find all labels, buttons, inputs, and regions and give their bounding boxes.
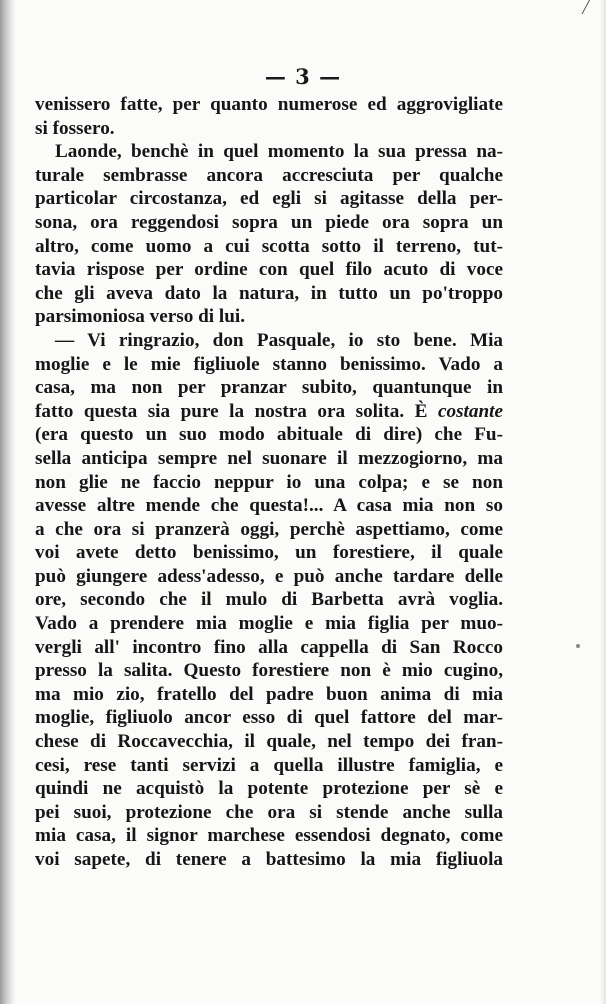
text-line: moglie, figliuolo ancor esso di quel fattore del mar- — [35, 707, 503, 729]
ink-speck — [576, 644, 580, 648]
text-line: voi sapete, di tenere a battesimo la mia figliuola — [35, 849, 503, 870]
text-line: vergli all' incontro fino alla cappella di San Rocco — [35, 636, 503, 658]
text-line: ore, secondo che il mulo di Barbetta avrà voglia. — [35, 589, 503, 611]
text-line: moglie e le mie figliuole stanno benissimo. Vado a — [35, 353, 503, 375]
text-line: casa, ma non per pranzar subito, quantunque in — [35, 377, 503, 399]
text-line: non glie ne faccio neppur io una colpa; e se non — [35, 471, 503, 493]
text-line: Vado a prendere mia moglie e mia figlia per muo- — [35, 613, 503, 635]
text-line: voi avete detto benissimo, un forestiere, il quale — [35, 542, 503, 564]
text-line: particolar circostanza, ed egli si agitasse della per- — [35, 188, 503, 210]
text-line: sona, ora reggendosi sopra un piede ora sopra un — [35, 211, 503, 233]
text-line: a che ora si pranzerà oggi, perchè aspettiamo, come — [35, 518, 503, 540]
text-line: quindi ne acquistò la potente protezione per sè e — [35, 778, 503, 800]
text-line: avesse altre mende che questa!... A casa mia non so — [35, 495, 503, 517]
page-edge — [600, 0, 606, 1004]
emphasized-word: costante — [437, 400, 503, 422]
text-line: parsimoniosa verso di lui. — [35, 306, 246, 328]
text-line: venissero fatte, per quanto numerose ed aggrovigliate — [35, 94, 503, 115]
text-line: che gli aveva dato la natura, in tutto un po'troppo — [35, 282, 503, 304]
text-line: si fossero. — [35, 117, 115, 139]
page-number: — 3 — — [264, 64, 342, 89]
text-line: pei suoi, protezione che ora si stende anche sulla — [35, 801, 503, 823]
text-line: presso la salita. Questo forestiere non è mio cugino, — [35, 660, 503, 682]
text-line: può giungere adess'adesso, e può anche tardare delle — [35, 565, 503, 587]
text-line: — Vi ringrazio, don Pasquale, io sto bene. Mia — [55, 329, 503, 351]
text-line: ma mio zio, fratello del padre buon anima di mia — [35, 683, 503, 705]
text-line: sella anticipa sempre nel suonare il mezzogiorno, ma — [35, 447, 503, 469]
corner-mark — [582, 0, 600, 14]
text-line: altro, come uomo a cui scotta sotto il terreno, tut- — [35, 235, 503, 257]
text-line: fatto questa sia pure la nostra ora solita. È costante — [35, 400, 503, 422]
text-line: cesi, rese tanti servizi a quella illustre famiglia, e — [35, 754, 503, 776]
text-line: tavia rispose per ordine con quel filo acuto di voce — [35, 259, 503, 281]
text-line: turale sembrasse ancora accresciuta per qualche — [35, 164, 503, 186]
text-line: chese di Roccavecchia, il quale, nel tempo dei fran- — [35, 731, 503, 753]
text-line: Laonde, benchè in quel momento la sua pressa na- — [55, 141, 503, 163]
binding-shadow — [0, 0, 16, 1004]
body-text — [35, 93, 503, 872]
text-line: (era questo un suo modo abituale di dire) che Fu- — [35, 424, 503, 446]
text-line: mia casa, il signor marchese essendosi degnato, come — [35, 825, 503, 847]
